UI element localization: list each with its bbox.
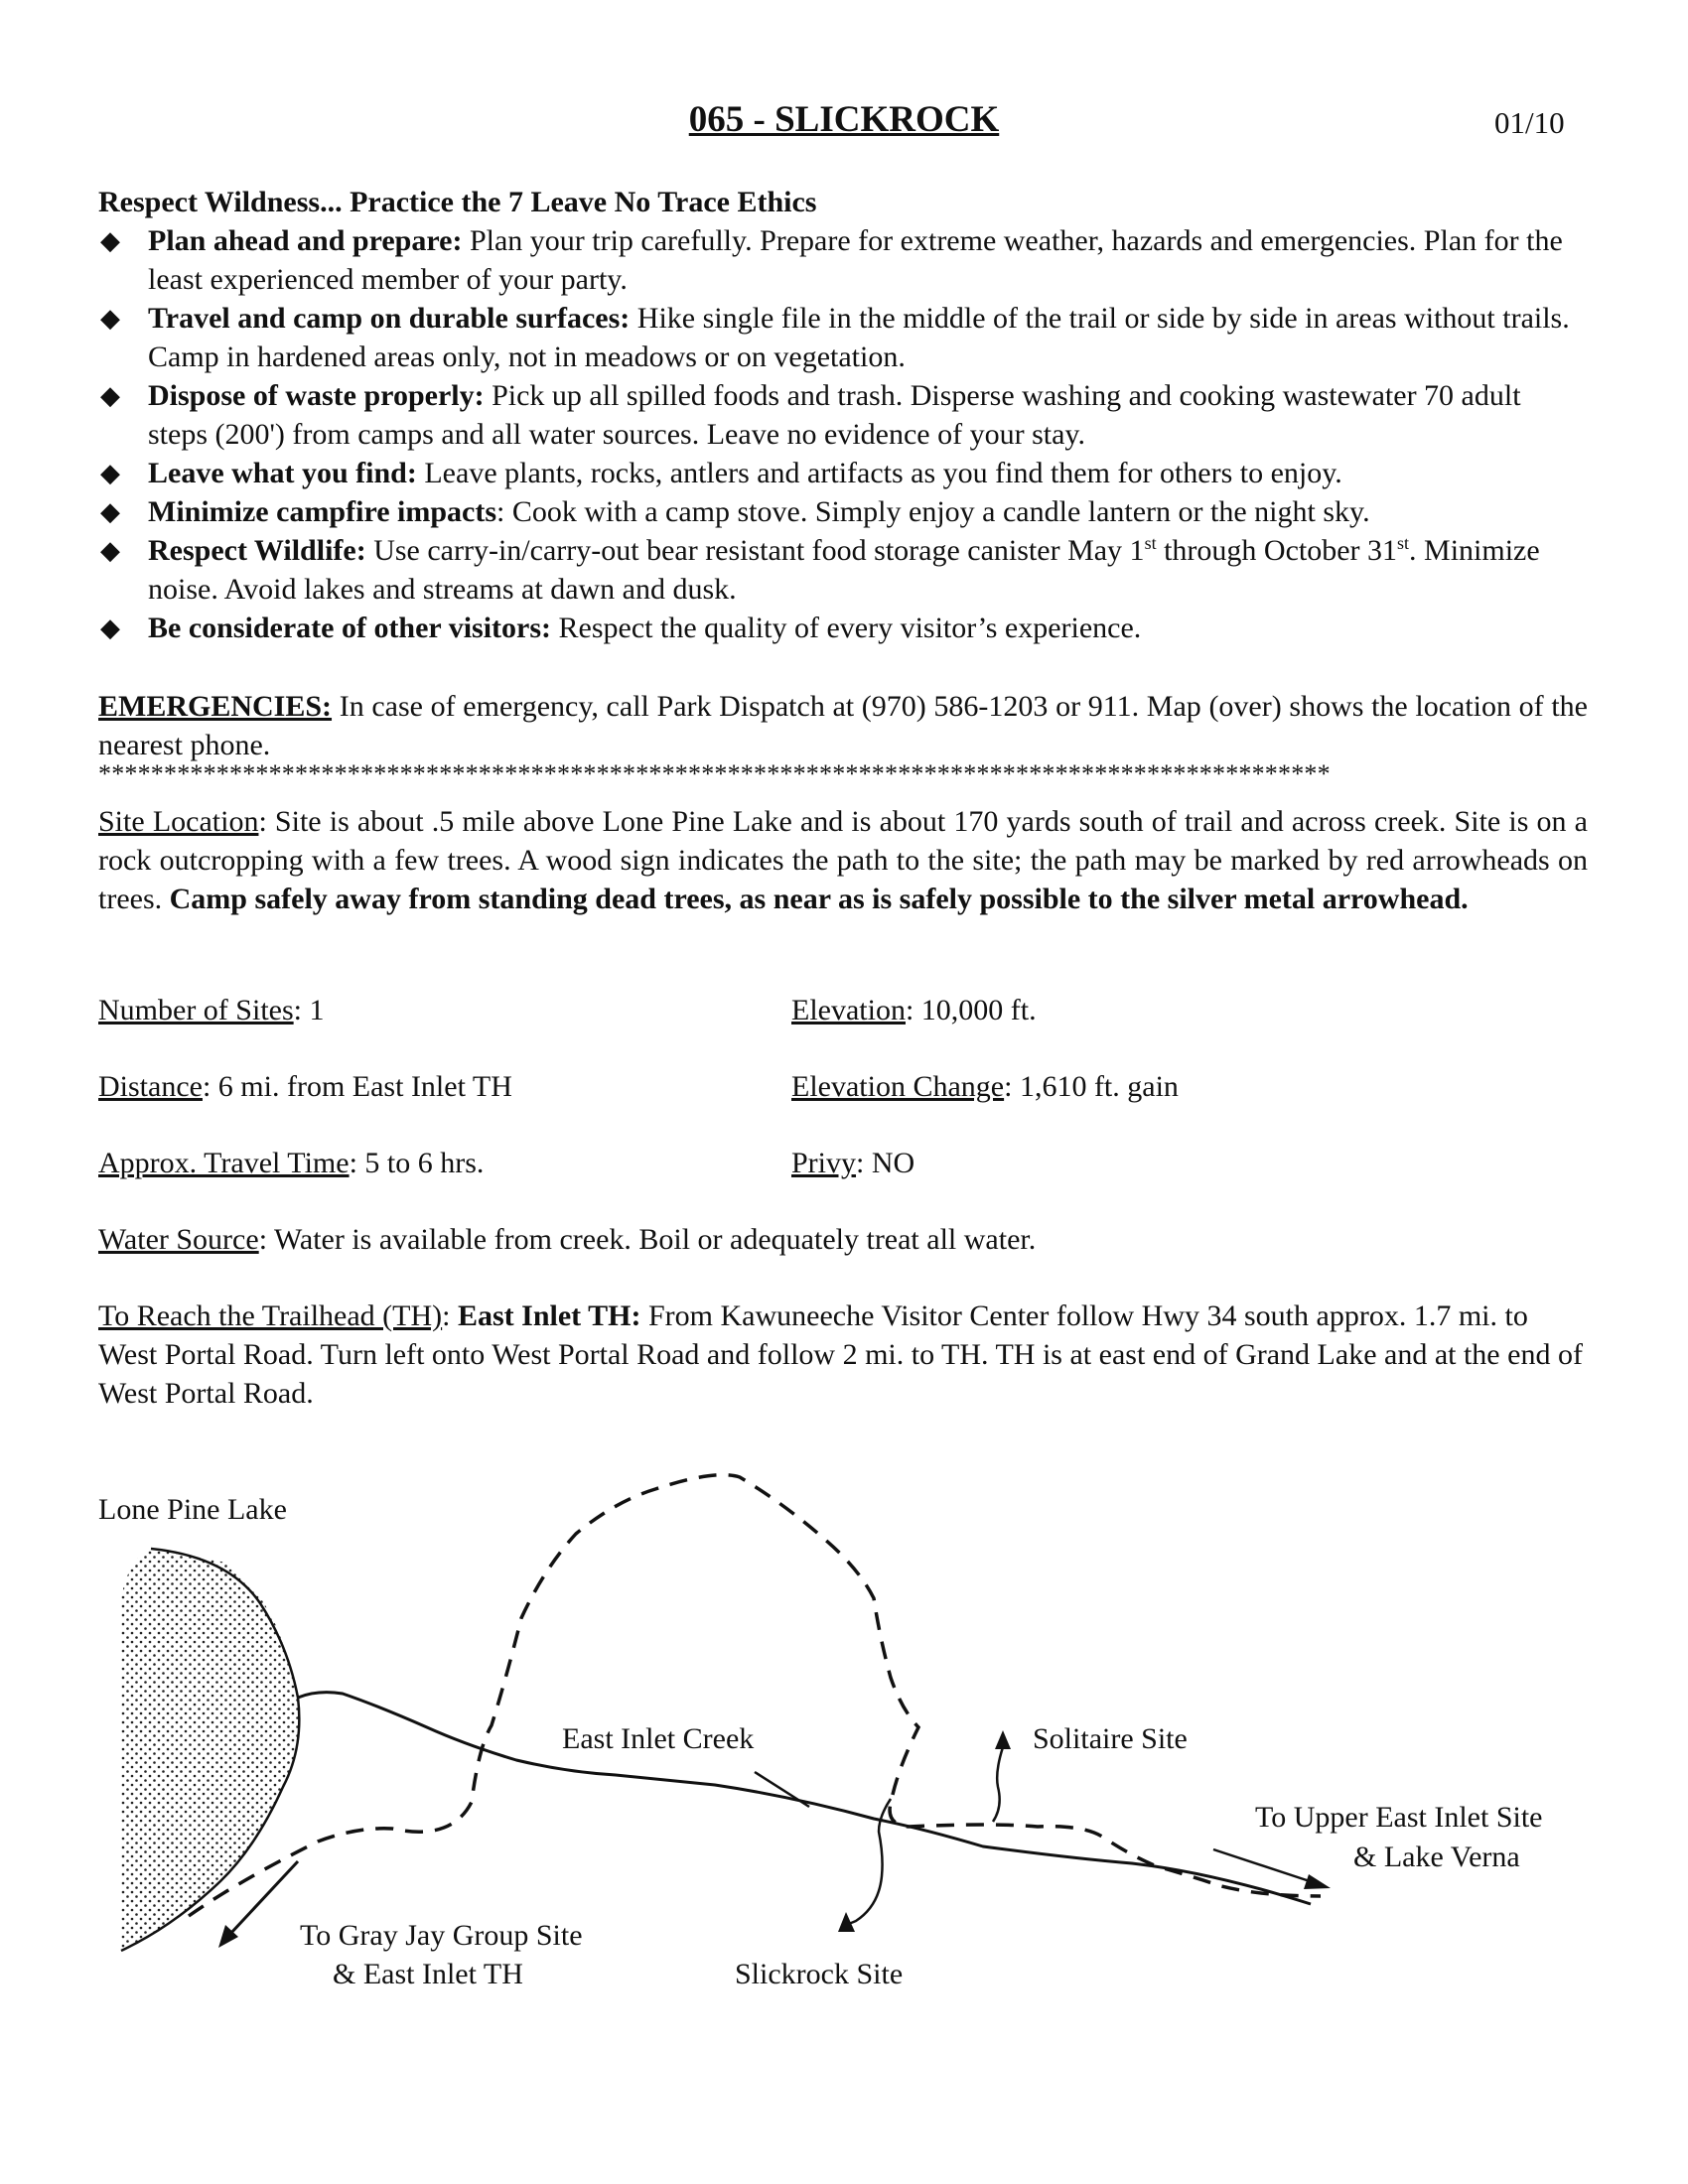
lnt-heading: Respect Wildness... Practice the 7 Leave No Trace Ethics	[98, 186, 817, 218]
map-label-upper-1: To Upper East Inlet Site	[1255, 1801, 1543, 1834]
travel-time-value: : 5 to 6 hrs.	[349, 1147, 485, 1179]
site-location-paragraph	[98, 802, 1588, 918]
diamond-bullet-icon: ◆	[100, 381, 120, 410]
map-label-solitaire: Solitaire Site	[1033, 1722, 1188, 1755]
superscript: st	[1397, 533, 1410, 553]
trailhead-directions: From Kawuneeche Visitor Center follow Hwy 34 south approx. 1.7 mi. to West Portal Road. Turn left onto West Portal Road and follow 2 mi. to TH. TH is at east end of Grand Lake and at the end of West Portal Road.	[98, 1299, 1583, 1410]
privy-value: : NO	[856, 1147, 915, 1179]
superscript: st	[1144, 533, 1157, 553]
list-item	[98, 492, 1588, 531]
lnt-item-label: Plan ahead and prepare:	[148, 224, 463, 257]
distance-label: Distance	[98, 1070, 203, 1103]
page-title: 065 - SLICKROCK	[688, 99, 1000, 140]
separator: **********************************************************************************************	[98, 759, 1331, 788]
lnt-item-text: Respect the quality of every visitor’s experience.	[551, 612, 1142, 644]
emergencies-label: EMERGENCIES:	[98, 690, 333, 723]
map-label-slickrock: Slickrock Site	[735, 1958, 904, 1990]
lnt-item-text: . Minimize noise. Avoid lakes and streams at dawn and dusk.	[148, 534, 1540, 606]
emergencies-paragraph	[98, 687, 1588, 764]
water-source-value: : Water is available from creek. Boil or adequately treat all water.	[258, 1223, 1037, 1256]
map-label-upper-2: & Lake Verna	[1353, 1841, 1520, 1873]
elevation-row	[791, 991, 1037, 1029]
list-item	[98, 454, 1588, 492]
elevation-label: Elevation	[791, 994, 906, 1026]
elevation-change-row	[791, 1067, 1179, 1106]
diamond-bullet-icon: ◆	[100, 459, 120, 487]
list-item	[98, 376, 1588, 454]
map-label-lake: Lone Pine Lake	[98, 1493, 287, 1526]
sites-row	[98, 991, 324, 1029]
lnt-item-text: Hike single file in the middle of the trail or side by side in areas without trails. Camp in hardened areas only, not in meadows or on vegetation.	[148, 302, 1570, 373]
map-label-grayjay-2: & East Inlet TH	[333, 1958, 523, 1990]
travel-time-row	[98, 1144, 484, 1182]
travel-time-label: Approx. Travel Time	[98, 1147, 350, 1179]
water-source-row	[98, 1220, 1036, 1259]
distance-value: : 6 mi. from East Inlet TH	[202, 1070, 512, 1103]
diamond-bullet-icon: ◆	[100, 536, 120, 565]
elevation-value: : 10,000 ft.	[905, 994, 1037, 1026]
creek-label-leader	[755, 1772, 809, 1807]
diamond-bullet-icon: ◆	[100, 614, 120, 642]
diamond-bullet-icon: ◆	[100, 497, 120, 526]
map-label-grayjay-1: To Gray Jay Group Site	[300, 1919, 583, 1952]
upper-site-arrow-icon	[1304, 1874, 1331, 1889]
site-location-label: Site Location	[98, 805, 259, 838]
diamond-bullet-icon: ◆	[100, 304, 120, 333]
upper-site-arrow-line	[1213, 1849, 1316, 1883]
trailhead-paragraph	[98, 1297, 1588, 1413]
elevation-change-label: Elevation Change	[791, 1070, 1005, 1103]
sites-value: : 1	[293, 994, 325, 1026]
revision-date: 01/10	[1494, 105, 1565, 140]
list-item	[98, 531, 1588, 609]
diamond-bullet-icon: ◆	[100, 226, 120, 255]
lnt-item-label: Be considerate of other visitors:	[148, 612, 552, 644]
distance-row	[98, 1067, 512, 1106]
lnt-item-text: Pick up all spilled foods and trash. Disperse washing and cooking wastewater 70 adult steps (200') from camps and all water sources. Leave no evidence of your stay.	[148, 379, 1521, 451]
lnt-item-text: : Cook with a camp stove. Simply enjoy a candle lantern or the night sky.	[496, 495, 1370, 528]
lnt-item-text: Leave plants, rocks, antlers and artifacts as you find them for others to enjoy.	[416, 457, 1342, 489]
lnt-item-text: Plan your trip carefully. Prepare for extreme weather, hazards and emergencies. Plan for the least experienced member of your party.	[148, 224, 1563, 296]
site-map	[0, 1430, 1688, 2045]
lnt-item-label: Dispose of waste properly:	[148, 379, 485, 412]
trailhead-colon: :	[442, 1299, 458, 1332]
trail-loop-line	[189, 1475, 1321, 1916]
list-item	[98, 609, 1588, 647]
lnt-list	[98, 221, 1588, 647]
privy-row	[791, 1144, 914, 1182]
site-location-warning: Camp safely away from standing dead trees, as near as is safely possible to the silver metal arrowhead.	[169, 883, 1469, 915]
elevation-change-value: : 1,610 ft. gain	[1004, 1070, 1179, 1103]
lnt-item-label: Travel and camp on durable surfaces:	[148, 302, 631, 335]
emergencies-text: In case of emergency, call Park Dispatch at (970) 586-1203 or 911. Map (over) shows the location of the nearest phone.	[98, 690, 1588, 761]
lnt-item-label: Minimize campfire impacts	[148, 495, 497, 528]
solitaire-arrow-icon	[995, 1730, 1011, 1749]
lnt-item-text: Use carry-in/carry-out bear resistant food storage canister May 1	[365, 534, 1145, 567]
trailhead-name: East Inlet TH:	[458, 1299, 641, 1332]
gray-jay-arrow-line	[230, 1861, 298, 1934]
list-item	[98, 299, 1588, 376]
lnt-item-label: Leave what you find:	[148, 457, 417, 489]
lnt-item-text: through October 31	[1156, 534, 1398, 567]
water-source-label: Water Source	[98, 1223, 259, 1256]
lnt-item-label: Respect Wildlife:	[148, 534, 366, 567]
sites-label: Number of Sites	[98, 994, 294, 1026]
site-location-text: : Site is about .5 mile above Lone Pine Lake and is about 170 yards south of trail and across creek. Site is on a rock outcropping with a few trees. A wood sign indicates the path to the site; the path may be marked by red arrowheads on trees.	[98, 805, 1588, 915]
privy-label: Privy	[791, 1147, 857, 1179]
trailhead-label: To Reach the Trailhead (TH)	[98, 1299, 443, 1332]
map-label-creek: East Inlet Creek	[562, 1722, 755, 1755]
solitaire-spur-trail	[993, 1747, 1003, 1822]
list-item	[98, 221, 1588, 299]
